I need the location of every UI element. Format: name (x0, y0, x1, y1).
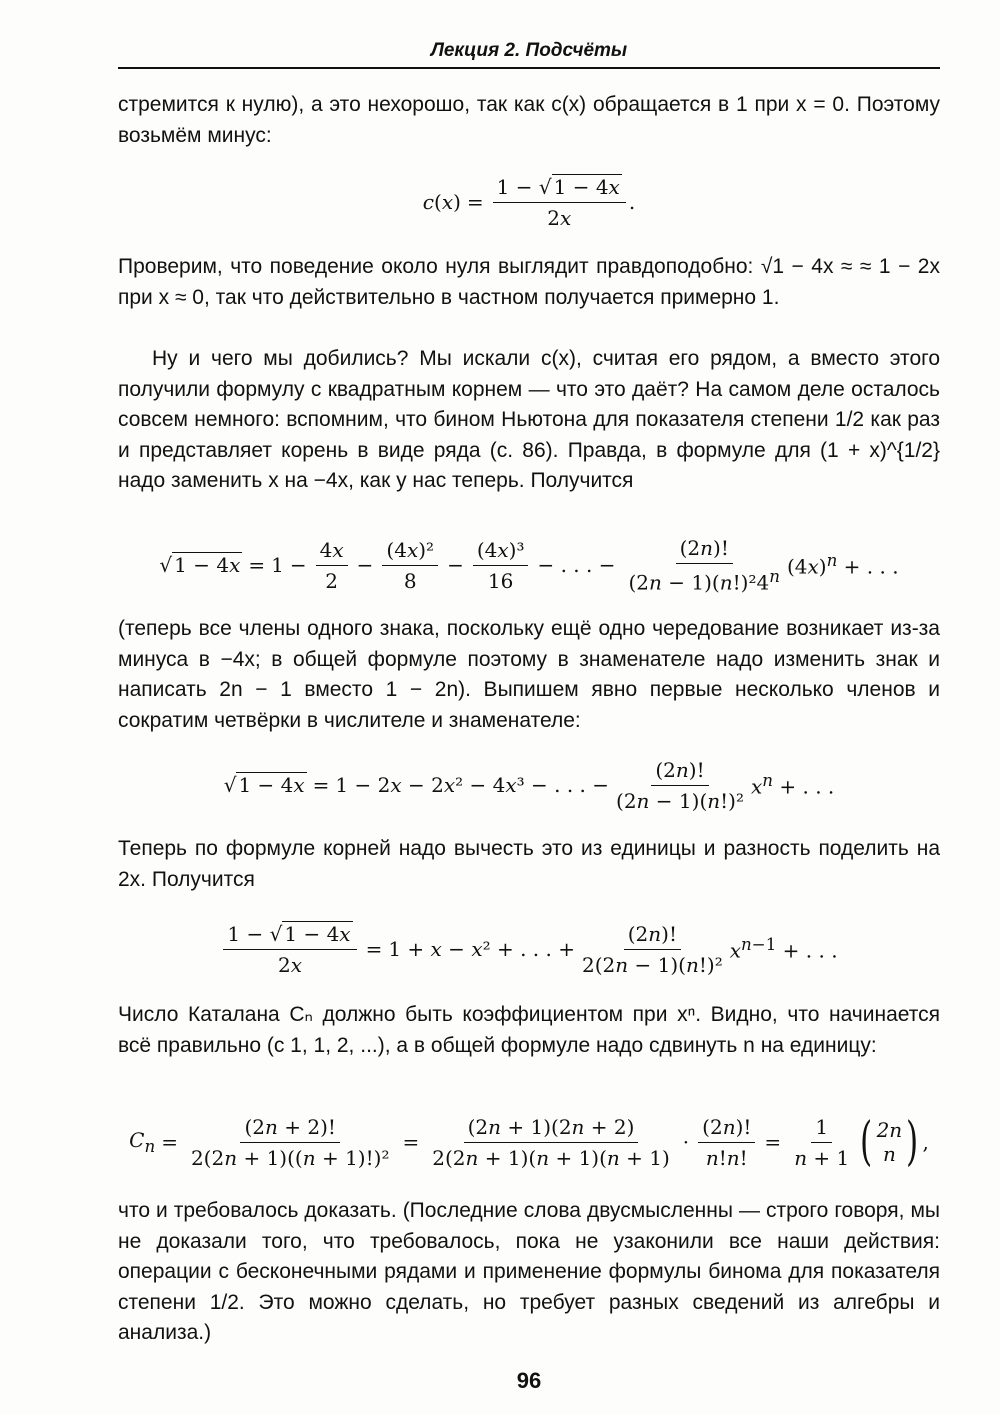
paragraph-7: что и требовалось доказать. (Последние слова двусмысленны — строго говоря, мы не доказали того, что требовалось, пока не узаконили все наши действия: операции с бесконечными рядами и применение формулы бинома для показателя степени 1/2. Это можно сделать, но требует разных сведений из алгебры и анализа.) (118, 1199, 940, 1344)
paragraph-3: Ну и чего мы добились? Мы искали c(x), считая его рядом, а вместо этого получили формулу с квадратным корнем — что это даёт? На самом деле осталось совсем немного: вспомним, что бином Ньютона для показателя степени 1/2 как раз и представляет корень в виде ряда (с. 86). Правда, в формуле для (1 + x)^{1/2} надо заменить x на −4x, как у нас теперь. Получится (118, 347, 940, 492)
paragraph-2: Проверим, что поведение около нуля выглядит правдоподобно: √1 − 4x ≈ ≈ 1 − 2x при x ≈ 0, так что действительно в частном получается примерно 1. (118, 255, 940, 309)
paragraph-6: Число Каталана Cₙ должно быть коэффициентом при xⁿ. Видно, что начинается всё правильно (с 1, 1, 2, ...), а в общей формуле надо сдвинуть n на единицу: (118, 1003, 940, 1057)
fraction: $\frac{1 - √ 1 - 4x}{2x}$ (493, 175, 626, 230)
paragraph-4: (теперь все члены одного знака, поскольку ещё одно чередование возникает из-за минуса в −4x; в общей формуле поэтому в знаменателе надо изменить знак и написать 2n − 1 вместо 1 − 2n). Выпишем явно первые несколько членов и сократим четвёрки в числителе и знаменателе: (118, 617, 940, 732)
formula-catalan-number: $C_n$ = $\frac{(2n + 2)!}{\text{2(2n + 1)((n + 1)!)²}}$ = $\frac{(2n + 1)(2n + 2)}{2(2n + 1)(n + 1)(n + 1)}$ · $\frac{(2n)!}{n!n!}$ = $\frac{1}{n + 1}$ ( 2n n ) , (129, 1112, 929, 1172)
page-number: 96 (516, 1368, 542, 1393)
header-rule (118, 67, 940, 69)
formula-c-of-x: c ( x ) = $\frac{1 - √ 1 - 4x}{2x}$ . (422, 174, 636, 230)
formula-catalan-generating: $\frac{1 - √ 1 - 4x}{2x}$ = 1 + x − x² + . . . + $\frac{(2n)!}{\text{2(2n − 1)(n!)²}}$ $x^{n-1}$ + . . . (118, 912, 940, 986)
binomial-coefficient: ( 2n n ) (860, 1112, 919, 1172)
formula-1-lhs (0, 0, 1, 1)
paragraph-5: Теперь по формуле корней надо вычесть это из единицы и разность поделить на 2x. Получится (118, 837, 940, 891)
running-header: Лекция 2. Подсчёты (430, 40, 628, 61)
formula-series-expansion: √ 1 − 4x = 1 − $\frac{4x}{2}$ − $\frac{\text{(4x)²}}{8}$ − $\frac{\text{(4x)³}}{16}$ − . . . − $\frac{(2n)!}{(2n - 1)(n!)^24^n}$ $(4x)^n$ + . . . (159, 535, 899, 595)
formula-simplified-series: √ 1 − 4x = 1 − 2x − 2x² − 4x³ − . . . − $\frac{(2n)!}{\text{(2n − 1)(n!)²}}$ $x^n$ + . . . (223, 757, 835, 813)
paragraph-1: стремится к нулю), а это нехорошо, так как c(x) обращается в 1 при x = 0. Поэтому возьмём минус: (118, 93, 940, 147)
